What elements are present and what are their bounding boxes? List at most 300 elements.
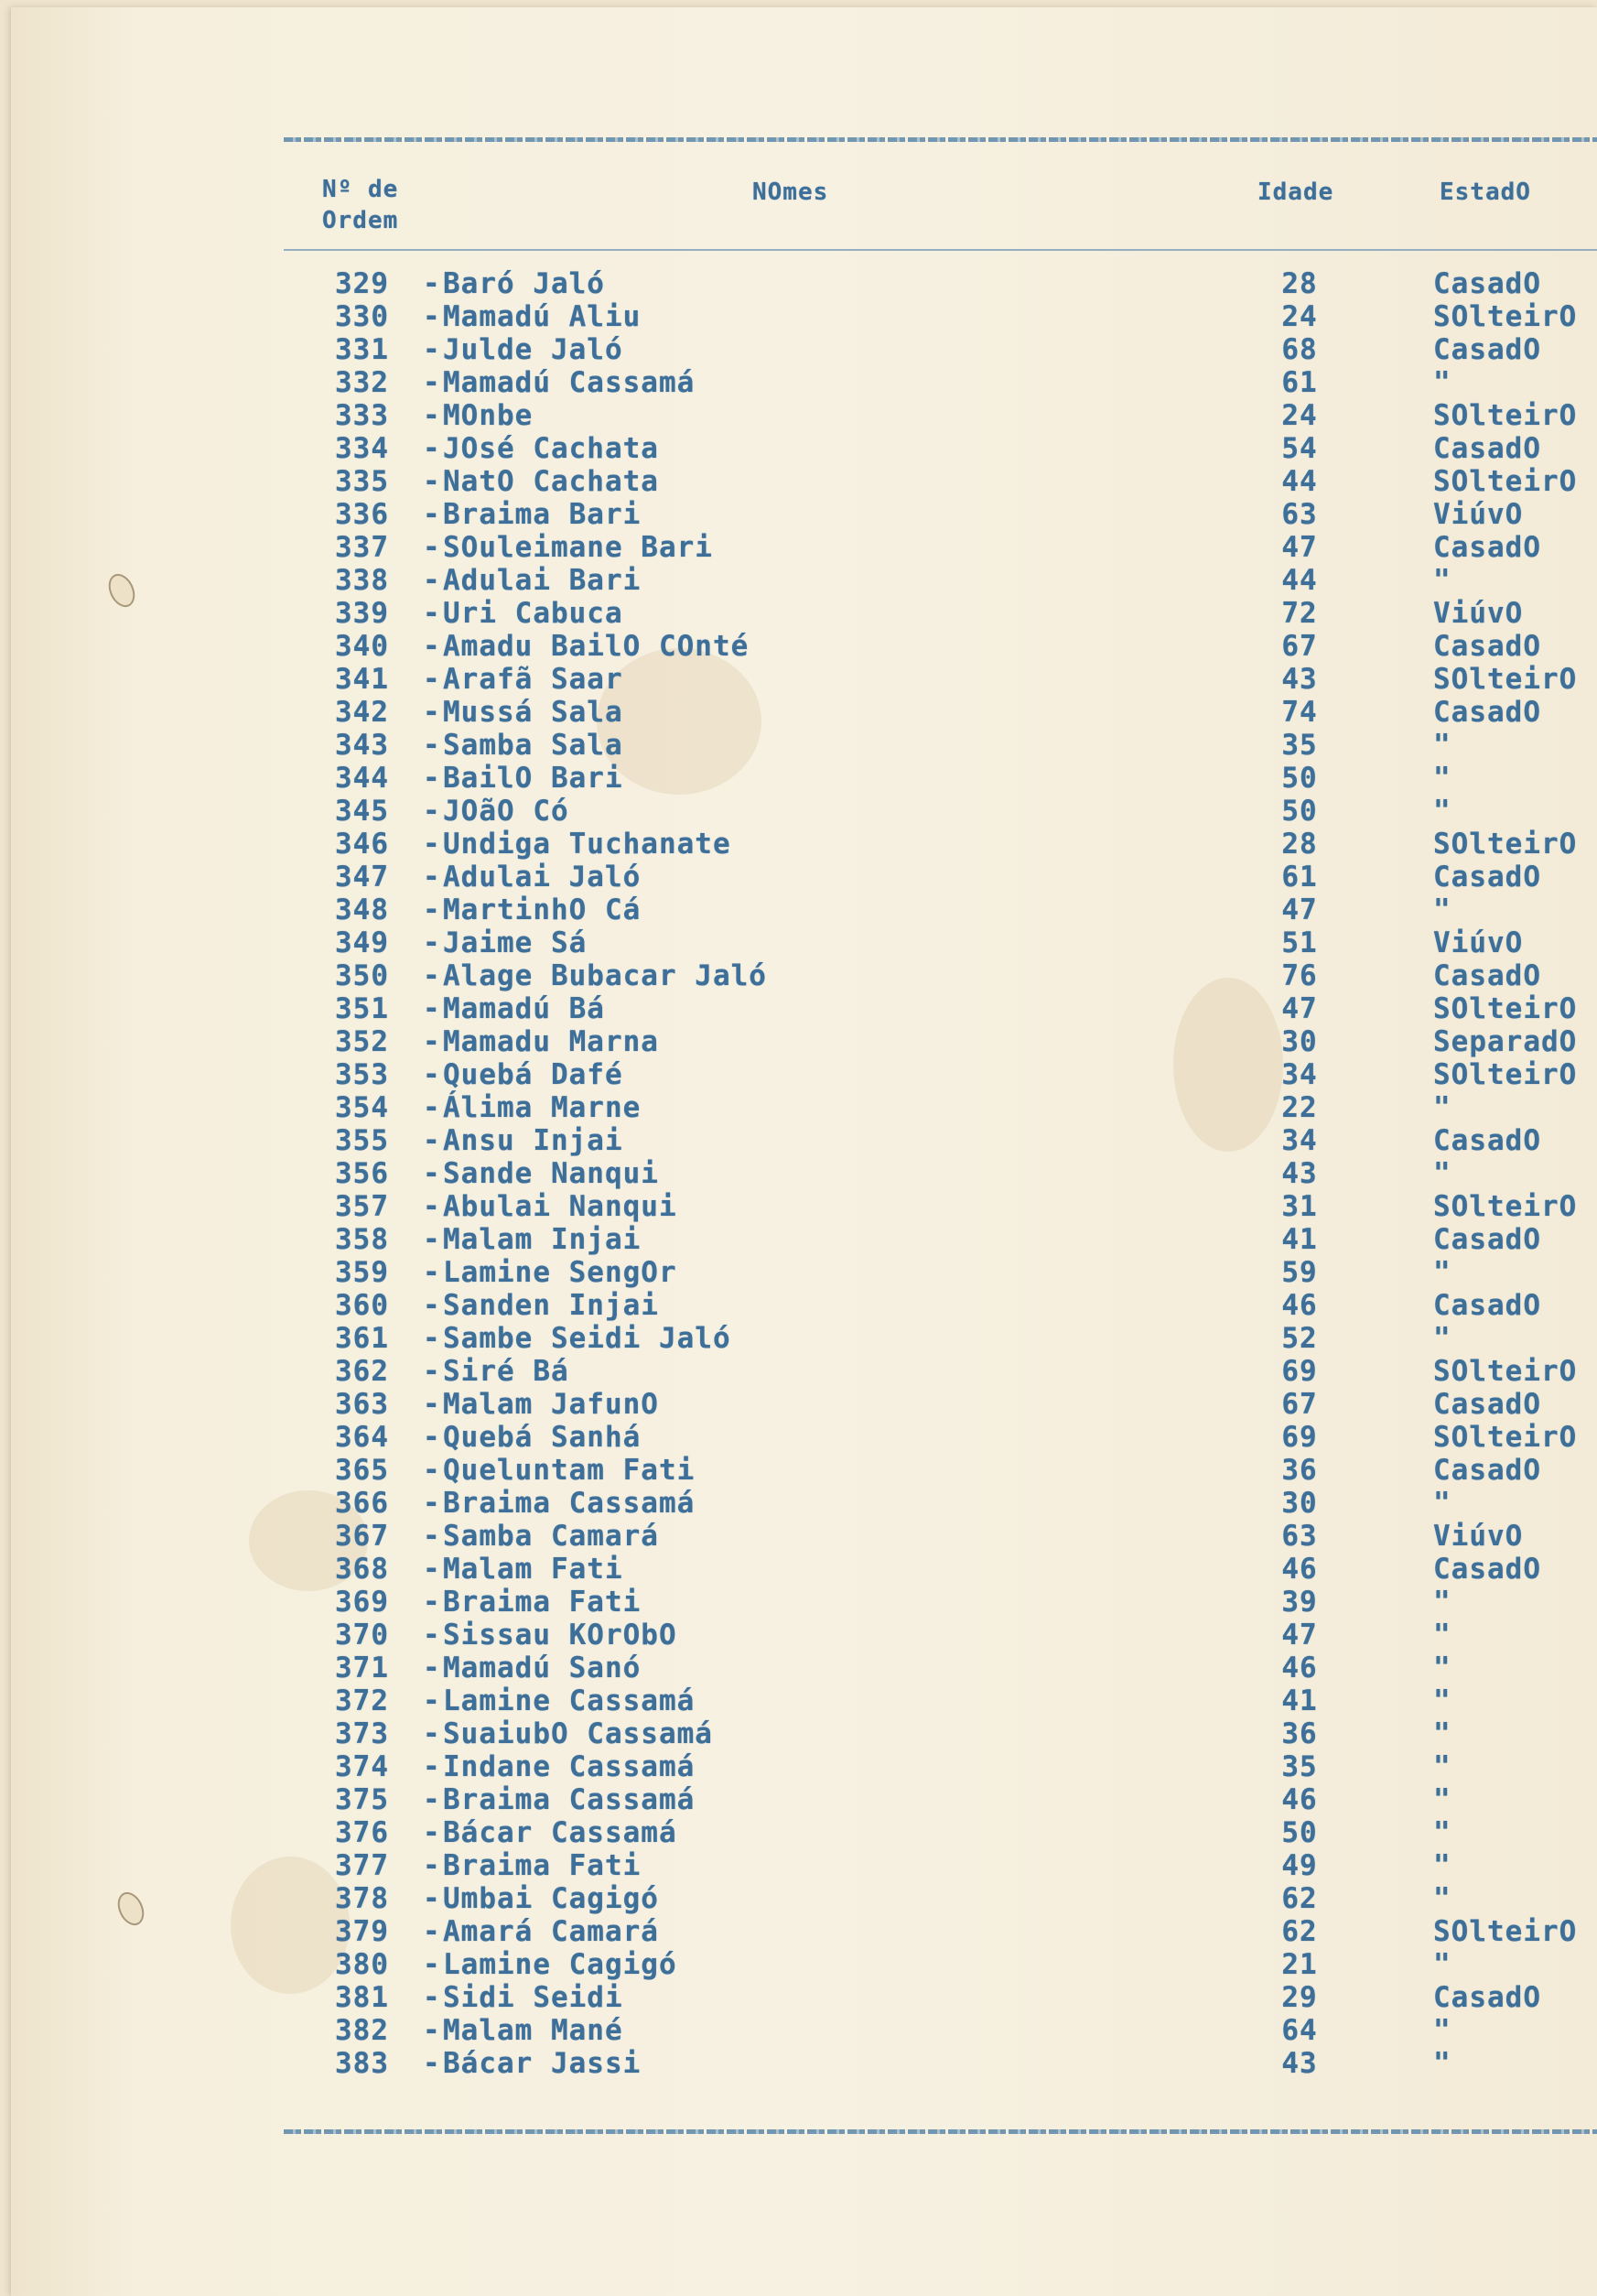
table-row <box>0 926 1597 959</box>
person-name: Adulai Jaló <box>443 861 642 893</box>
table-row <box>0 465 1597 498</box>
person-name: Amadu BailO COnté <box>443 630 750 663</box>
marital-status: " <box>1433 1652 1451 1684</box>
table-row <box>0 2047 1597 2080</box>
top-dashed-rule <box>284 137 1597 142</box>
marital-status: ViúvO <box>1433 597 1524 630</box>
table-row <box>0 2014 1597 2047</box>
person-name: Mamadu Marna <box>443 1025 659 1058</box>
order-number: 372 <box>335 1684 389 1717</box>
person-name: Mamadú Aliu <box>443 300 642 333</box>
order-number: 362 <box>335 1355 389 1388</box>
person-name: Mamadú Sanó <box>443 1652 642 1684</box>
order-number: 356 <box>335 1157 389 1190</box>
person-age: 43 <box>1281 663 1318 696</box>
table-row <box>0 564 1597 597</box>
person-age: 28 <box>1281 267 1318 300</box>
marital-status: SOlteirO <box>1433 465 1578 498</box>
person-name: Sissau KOrObO <box>443 1619 677 1652</box>
person-name: BailO Bari <box>443 762 623 795</box>
marital-status: " <box>1433 1256 1451 1289</box>
person-name: Malam Injai <box>443 1223 642 1256</box>
person-age: 44 <box>1281 465 1318 498</box>
row-separator: - <box>423 1586 441 1619</box>
marital-status: " <box>1433 1322 1451 1355</box>
marital-status: CasadO <box>1433 1388 1541 1421</box>
marital-status: CasadO <box>1433 1124 1541 1157</box>
order-number: 340 <box>335 630 389 663</box>
table-row <box>0 1058 1597 1091</box>
row-separator: - <box>423 1684 441 1717</box>
order-number: 377 <box>335 1849 389 1882</box>
row-separator: - <box>423 1454 441 1487</box>
table-row <box>0 1915 1597 1948</box>
marital-status: " <box>1433 2047 1451 2080</box>
person-age: 54 <box>1281 432 1318 465</box>
person-name: Alage Bubacar Jaló <box>443 959 767 992</box>
row-separator: - <box>423 663 441 696</box>
marital-status: " <box>1433 564 1451 597</box>
order-number: 374 <box>335 1750 389 1783</box>
marital-status: " <box>1433 1684 1451 1717</box>
person-age: 21 <box>1281 1948 1318 1981</box>
marital-status: SOlteirO <box>1433 1915 1578 1948</box>
table-row <box>0 1355 1597 1388</box>
person-name: JOsé Cachata <box>443 432 659 465</box>
person-name: Ansu Injai <box>443 1124 623 1157</box>
row-separator: - <box>423 1750 441 1783</box>
person-name: Sidi Seidi <box>443 1981 623 2014</box>
order-number: 371 <box>335 1652 389 1684</box>
table-row <box>0 1124 1597 1157</box>
marital-status: SOlteirO <box>1433 663 1578 696</box>
person-name: Braima Fati <box>443 1586 642 1619</box>
person-name: Amará Camará <box>443 1915 659 1948</box>
row-separator: - <box>423 1421 441 1454</box>
order-number: 348 <box>335 893 389 926</box>
person-name: Abulai Nanqui <box>443 1190 677 1223</box>
table-row <box>0 1948 1597 1981</box>
person-age: 43 <box>1281 1157 1318 1190</box>
marital-status: CasadO <box>1433 333 1541 366</box>
row-separator: - <box>423 1190 441 1223</box>
row-separator: - <box>423 828 441 861</box>
marital-status: " <box>1433 1091 1451 1124</box>
order-number: 368 <box>335 1553 389 1586</box>
person-name: Quebá Dafé <box>443 1058 623 1091</box>
person-age: 44 <box>1281 564 1318 597</box>
bottom-dashed-rule <box>284 2129 1597 2134</box>
marital-status: SeparadO <box>1433 1025 1578 1058</box>
marital-status: CasadO <box>1433 267 1541 300</box>
order-number: 367 <box>335 1520 389 1553</box>
row-separator: - <box>423 1289 441 1322</box>
person-name: Indane Cassamá <box>443 1750 696 1783</box>
table-row <box>0 893 1597 926</box>
marital-status: CasadO <box>1433 1981 1541 2014</box>
person-age: 49 <box>1281 1849 1318 1882</box>
order-number: 358 <box>335 1223 389 1256</box>
marital-status: " <box>1433 1619 1451 1652</box>
table-row <box>0 531 1597 564</box>
row-separator: - <box>423 1025 441 1058</box>
marital-status: " <box>1433 1882 1451 1915</box>
marital-status: CasadO <box>1433 630 1541 663</box>
marital-status: CasadO <box>1433 861 1541 893</box>
order-number: 331 <box>335 333 389 366</box>
row-separator: - <box>423 1849 441 1882</box>
person-age: 35 <box>1281 729 1318 762</box>
marital-status: ViúvO <box>1433 498 1524 531</box>
row-separator: - <box>423 564 441 597</box>
row-separator: - <box>423 1487 441 1520</box>
table-row <box>0 1190 1597 1223</box>
person-age: 52 <box>1281 1322 1318 1355</box>
marital-status: SOlteirO <box>1433 828 1578 861</box>
marital-status: ViúvO <box>1433 926 1524 959</box>
row-separator: - <box>423 1619 441 1652</box>
order-number: 383 <box>335 2047 389 2080</box>
person-age: 63 <box>1281 498 1318 531</box>
person-age: 46 <box>1281 1783 1318 1816</box>
person-age: 24 <box>1281 300 1318 333</box>
person-name: Baró Jaló <box>443 267 605 300</box>
marital-status: SOlteirO <box>1433 399 1578 432</box>
person-name: Lamine SengOr <box>443 1256 677 1289</box>
row-separator: - <box>423 465 441 498</box>
person-name: Siré Bá <box>443 1355 569 1388</box>
table-row <box>0 1652 1597 1684</box>
table-row <box>0 729 1597 762</box>
order-number: 361 <box>335 1322 389 1355</box>
marital-status: " <box>1433 1586 1451 1619</box>
row-separator: - <box>423 1157 441 1190</box>
order-number: 359 <box>335 1256 389 1289</box>
marital-status: SOlteirO <box>1433 1355 1578 1388</box>
person-name: Uri Cabuca <box>443 597 623 630</box>
table-row <box>0 1223 1597 1256</box>
person-name: Sande Nanqui <box>443 1157 659 1190</box>
row-separator: - <box>423 1652 441 1684</box>
order-number: 336 <box>335 498 389 531</box>
table-row <box>0 630 1597 663</box>
order-number: 370 <box>335 1619 389 1652</box>
person-name: Malam Mané <box>443 2014 623 2047</box>
order-number: 365 <box>335 1454 389 1487</box>
row-separator: - <box>423 399 441 432</box>
person-name: Adulai Bari <box>443 564 642 597</box>
person-name: Mamadú Cassamá <box>443 366 696 399</box>
person-name: Braima Cassamá <box>443 1783 696 1816</box>
person-name: SuaiubO Cassamá <box>443 1717 713 1750</box>
row-separator: - <box>423 1553 441 1586</box>
row-separator: - <box>423 729 441 762</box>
order-number: 339 <box>335 597 389 630</box>
table-row <box>0 1256 1597 1289</box>
person-age: 76 <box>1281 959 1318 992</box>
person-age: 29 <box>1281 1981 1318 2014</box>
person-name: Bácar Jassi <box>443 2047 642 2080</box>
person-name: Braima Bari <box>443 498 642 531</box>
table-row <box>0 1322 1597 1355</box>
table-row <box>0 762 1597 795</box>
marital-status: CasadO <box>1433 531 1541 564</box>
names-column-header: NOmes <box>752 179 829 206</box>
person-age: 64 <box>1281 2014 1318 2047</box>
row-separator: - <box>423 2047 441 2080</box>
person-age: 61 <box>1281 861 1318 893</box>
order-number: 378 <box>335 1882 389 1915</box>
person-age: 62 <box>1281 1882 1318 1915</box>
order-number: 330 <box>335 300 389 333</box>
person-name: Sanden Injai <box>443 1289 659 1322</box>
row-separator: - <box>423 498 441 531</box>
row-separator: - <box>423 1816 441 1849</box>
order-number: 355 <box>335 1124 389 1157</box>
person-age: 59 <box>1281 1256 1318 1289</box>
order-number: 349 <box>335 926 389 959</box>
person-age: 46 <box>1281 1652 1318 1684</box>
person-name: MOnbe <box>443 399 534 432</box>
person-name: Julde Jaló <box>443 333 623 366</box>
person-name: Mussá Sala <box>443 696 623 729</box>
person-name: Quebá Sanhá <box>443 1421 642 1454</box>
table-row <box>0 1487 1597 1520</box>
person-age: 28 <box>1281 828 1318 861</box>
order-number: 352 <box>335 1025 389 1058</box>
person-name: Braima Fati <box>443 1849 642 1882</box>
marital-status: CasadO <box>1433 959 1541 992</box>
table-row <box>0 267 1597 300</box>
person-age: 30 <box>1281 1025 1318 1058</box>
marital-status: " <box>1433 1487 1451 1520</box>
person-age: 46 <box>1281 1289 1318 1322</box>
order-number: 341 <box>335 663 389 696</box>
marital-status: " <box>1433 1717 1451 1750</box>
table-row <box>0 1157 1597 1190</box>
order-number: 335 <box>335 465 389 498</box>
table-row <box>0 1882 1597 1915</box>
marital-status: " <box>1433 1849 1451 1882</box>
person-age: 47 <box>1281 893 1318 926</box>
table-row <box>0 795 1597 828</box>
marital-status: ViúvO <box>1433 1520 1524 1553</box>
person-age: 36 <box>1281 1717 1318 1750</box>
order-number: 379 <box>335 1915 389 1948</box>
person-name: Queluntam Fati <box>443 1454 696 1487</box>
order-number: 333 <box>335 399 389 432</box>
row-separator: - <box>423 1091 441 1124</box>
table-row <box>0 333 1597 366</box>
order-number: 354 <box>335 1091 389 1124</box>
marital-status: " <box>1433 1783 1451 1816</box>
person-age: 35 <box>1281 1750 1318 1783</box>
order-number: 346 <box>335 828 389 861</box>
person-age: 74 <box>1281 696 1318 729</box>
table-row <box>0 1816 1597 1849</box>
table-row <box>0 1981 1597 2014</box>
table-row <box>0 1520 1597 1553</box>
order-number: 345 <box>335 795 389 828</box>
table-row <box>0 696 1597 729</box>
table-row <box>0 1454 1597 1487</box>
row-separator: - <box>423 696 441 729</box>
marital-status: CasadO <box>1433 696 1541 729</box>
marital-status: SOlteirO <box>1433 300 1578 333</box>
marital-status: " <box>1433 1750 1451 1783</box>
row-separator: - <box>423 2014 441 2047</box>
person-name: Sambe Seidi Jaló <box>443 1322 731 1355</box>
age-column-header: Idade <box>1257 179 1334 206</box>
person-age: 62 <box>1281 1915 1318 1948</box>
order-number: 353 <box>335 1058 389 1091</box>
table-row <box>0 1388 1597 1421</box>
marital-status: CasadO <box>1433 1223 1541 1256</box>
table-row <box>0 1717 1597 1750</box>
order-number: 343 <box>335 729 389 762</box>
row-separator: - <box>423 300 441 333</box>
row-separator: - <box>423 795 441 828</box>
order-number: 363 <box>335 1388 389 1421</box>
person-age: 36 <box>1281 1454 1318 1487</box>
order-column-header <box>322 174 398 236</box>
person-age: 63 <box>1281 1520 1318 1553</box>
row-separator: - <box>423 762 441 795</box>
row-separator: - <box>423 1388 441 1421</box>
order-number: 344 <box>335 762 389 795</box>
order-number: 332 <box>335 366 389 399</box>
table-row <box>0 663 1597 696</box>
person-age: 39 <box>1281 1586 1318 1619</box>
order-number: 360 <box>335 1289 389 1322</box>
marital-status: SOlteirO <box>1433 1421 1578 1454</box>
person-age: 47 <box>1281 992 1318 1025</box>
marital-status: " <box>1433 795 1451 828</box>
person-name: Braima Cassamá <box>443 1487 696 1520</box>
person-name: MartinhO Cá <box>443 893 642 926</box>
person-age: 41 <box>1281 1684 1318 1717</box>
table-row <box>0 959 1597 992</box>
marital-status: " <box>1433 1157 1451 1190</box>
order-number: 373 <box>335 1717 389 1750</box>
row-separator: - <box>423 1915 441 1948</box>
order-number: 382 <box>335 2014 389 2047</box>
person-age: 34 <box>1281 1058 1318 1091</box>
row-separator: - <box>423 861 441 893</box>
order-number: 364 <box>335 1421 389 1454</box>
table-row <box>0 861 1597 893</box>
order-number: 350 <box>335 959 389 992</box>
marital-status: SOlteirO <box>1433 1058 1578 1091</box>
row-separator: - <box>423 1256 441 1289</box>
person-name: NatO Cachata <box>443 465 659 498</box>
table-row <box>0 1025 1597 1058</box>
order-number: 329 <box>335 267 389 300</box>
row-separator: - <box>423 366 441 399</box>
person-age: 61 <box>1281 366 1318 399</box>
order-number: 347 <box>335 861 389 893</box>
marital-status: " <box>1433 729 1451 762</box>
person-name: Malam JafunO <box>443 1388 659 1421</box>
order-number: 380 <box>335 1948 389 1981</box>
marital-status: " <box>1433 2014 1451 2047</box>
person-age: 41 <box>1281 1223 1318 1256</box>
row-separator: - <box>423 1783 441 1816</box>
marital-status: CasadO <box>1433 1289 1541 1322</box>
row-separator: - <box>423 267 441 300</box>
row-separator: - <box>423 959 441 992</box>
person-name: Malam Fati <box>443 1553 623 1586</box>
marital-status: " <box>1433 893 1451 926</box>
table-row <box>0 1619 1597 1652</box>
header-underline <box>284 249 1597 251</box>
person-age: 67 <box>1281 1388 1318 1421</box>
row-separator: - <box>423 1981 441 2014</box>
table-row <box>0 300 1597 333</box>
table-row <box>0 1750 1597 1783</box>
table-row <box>0 1849 1597 1882</box>
table-row <box>0 432 1597 465</box>
person-age: 50 <box>1281 795 1318 828</box>
order-number: 376 <box>335 1816 389 1849</box>
person-age: 47 <box>1281 1619 1318 1652</box>
row-separator: - <box>423 1948 441 1981</box>
row-separator: - <box>423 893 441 926</box>
row-separator: - <box>423 1223 441 1256</box>
row-separator: - <box>423 1058 441 1091</box>
person-age: 22 <box>1281 1091 1318 1124</box>
table-row <box>0 1783 1597 1816</box>
person-age: 51 <box>1281 926 1318 959</box>
person-name: Lamine Cassamá <box>443 1684 696 1717</box>
order-number: 342 <box>335 696 389 729</box>
table-row <box>0 366 1597 399</box>
row-separator: - <box>423 926 441 959</box>
person-name: Bácar Cassamá <box>443 1816 677 1849</box>
row-separator: - <box>423 1355 441 1388</box>
order-number: 351 <box>335 992 389 1025</box>
person-age: 43 <box>1281 2047 1318 2080</box>
person-age: 31 <box>1281 1190 1318 1223</box>
person-name: Umbai Cagigó <box>443 1882 659 1915</box>
marital-status: " <box>1433 1948 1451 1981</box>
person-name: Jaime Sá <box>443 926 588 959</box>
table-row <box>0 1684 1597 1717</box>
order-number: 366 <box>335 1487 389 1520</box>
table-row <box>0 597 1597 630</box>
person-age: 30 <box>1281 1487 1318 1520</box>
person-name: Mamadú Bá <box>443 992 605 1025</box>
person-name: Samba Camará <box>443 1520 659 1553</box>
row-separator: - <box>423 333 441 366</box>
status-column-header: EstadO <box>1440 179 1531 206</box>
table-row <box>0 1586 1597 1619</box>
row-separator: - <box>423 630 441 663</box>
person-name: Álima Marne <box>443 1091 642 1124</box>
person-age: 67 <box>1281 630 1318 663</box>
person-age: 50 <box>1281 762 1318 795</box>
order-header-line2: Ordem <box>322 207 399 234</box>
marital-status: CasadO <box>1433 1454 1541 1487</box>
marital-status: " <box>1433 366 1451 399</box>
table-row <box>0 1421 1597 1454</box>
table-row <box>0 1091 1597 1124</box>
table-row <box>0 828 1597 861</box>
row-separator: - <box>423 432 441 465</box>
order-header-line1: Nº de <box>322 176 399 203</box>
order-number: 375 <box>335 1783 389 1816</box>
order-number: 338 <box>335 564 389 597</box>
